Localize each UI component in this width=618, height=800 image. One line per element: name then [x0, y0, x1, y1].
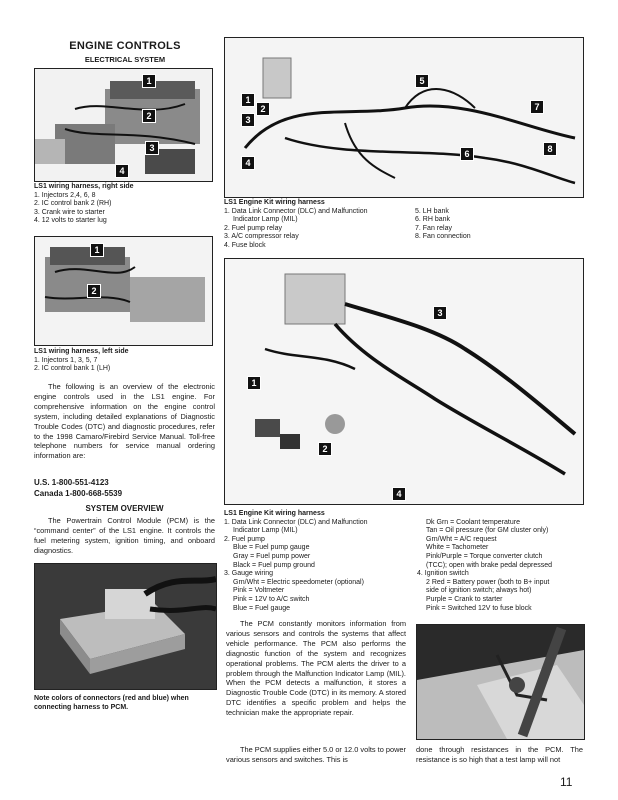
caption-item: 7. Fan relay [415, 224, 452, 232]
caption-item: 2 Red = Battery power (both to B+ input [426, 578, 550, 586]
caption-title: LS1 wiring harness, left side [34, 348, 129, 355]
callout-badge: 1 [90, 243, 104, 257]
vehicle-interior-photo [416, 624, 585, 740]
callout-badge: 2 [318, 442, 332, 456]
caption-title: LS1 Engine Kit wiring harness [224, 199, 325, 206]
caption-item: (TCC); open with brake pedal depressed [426, 561, 553, 569]
callout-badge: 4 [241, 156, 255, 170]
caption-item: 2. Fuel pump relay [224, 224, 282, 232]
callout-badge: 4 [115, 164, 129, 178]
caption-item: Purple = Crank to starter [426, 595, 503, 603]
callout-badge: 5 [415, 74, 429, 88]
caption-item: 1. Data Link Connector (DLC) and Malfunction [224, 207, 368, 215]
pcm-caption [34, 695, 209, 712]
caption-title: LS1 Engine Kit wiring harness [224, 510, 325, 517]
caption-item: 4. Ignition switch [417, 570, 469, 578]
callout-badge: 2 [87, 284, 101, 298]
supply-paragraph: The PCM supplies either 5.0 or 12.0 volts to power various sensors and switches. This is [226, 745, 406, 764]
caption-item: 5. LH bank [415, 207, 449, 215]
caption-item: Blue = Fuel gauge [233, 604, 291, 612]
caption-item: 2. IC control bank 1 (LH) [34, 365, 111, 373]
callout-badge: 7 [530, 100, 544, 114]
right-side-caption [34, 183, 214, 226]
caption-item: 3. Crank wire to starter [34, 208, 105, 216]
caption-item: Grn/Wht = A/C request [426, 535, 497, 543]
phone-us: U.S. 1-800-551-4123 [34, 478, 109, 487]
pcm-caption-text: Note colors of connectors (red and blue) when connecting harness to PCM. [34, 695, 189, 711]
caption-item: Pink/Purple = Torque converter clutch [426, 552, 543, 560]
callout-badge: 1 [247, 376, 261, 390]
caption-item: Pink = Switched 12V to fuse block [426, 604, 532, 612]
callout-badge: 3 [145, 141, 159, 155]
overview-heading: SYSTEM OVERVIEW [85, 504, 164, 513]
kit-harness-top-photo [224, 37, 584, 198]
page-title: ENGINE CONTROLS [69, 40, 181, 52]
phone-canada: Canada 1-800-668-5539 [34, 489, 123, 498]
caption-item: Indicator Lamp (MIL) [233, 527, 298, 535]
caption-item: Pink = Voltmeter [233, 587, 285, 595]
caption-item: Pink = 12V to A/C switch [233, 595, 310, 603]
kit-harness-big-photo [224, 258, 584, 505]
engine-left-side-photo [34, 236, 213, 346]
callout-badge: 3 [433, 306, 447, 320]
page-subtitle: ELECTRICAL SYSTEM [84, 55, 166, 64]
caption-item: White = Tachometer [426, 544, 489, 552]
caption-item: 8. Fan connection [415, 233, 471, 241]
callout-badge: 8 [543, 142, 557, 156]
callout-badge: 3 [241, 113, 255, 127]
caption-item: Grn/Wht = Electric speedometer (optional) [233, 578, 364, 586]
caption-item: 4. Fuse block [224, 241, 266, 249]
caption-item: 2. IC control bank 2 (RH) [34, 200, 112, 208]
caption-item: 3. Gauge wiring [224, 570, 274, 578]
callout-badge: 1 [142, 74, 156, 88]
caption-item: Indicator Lamp (MIL) [233, 216, 298, 224]
caption-item: 1. Data Link Connector (DLC) and Malfunction [224, 518, 368, 526]
intro-paragraph: The following is an overview of the electronic engine controls used in the LS1 engine. For comprehensive information on the engine control system, including detailed explanations of Diagnostic Trouble Codes (DTC) and diagnostic procedures, refer to the 1998 Camaro/Firebird Service Manual. Toll-free telephone numbers for service manual ordering information are: [34, 382, 215, 461]
caption-item: 1. Injectors 1, 3, 5, 7 [34, 356, 98, 364]
caption-item: side of ignition switch; always hot) [426, 587, 532, 595]
overview-paragraph: The Powertrain Control Module (PCM) is the “command center” of the LS1 engine. It controls the fuel metering system, ignition timing, and onboard diagnostics. [34, 516, 215, 555]
pcm-photo [34, 563, 217, 690]
kit-big-caption [224, 510, 586, 619]
caption-item: 6. RH bank [415, 216, 451, 224]
callout-badge: 6 [460, 147, 474, 161]
caption-item: Dk Grn = Coolant temperature [426, 518, 520, 526]
caption-item: Black = Fuel pump ground [233, 561, 315, 569]
callout-badge: 2 [256, 102, 270, 116]
right-bottom-paragraph: done through resistances in the PCM. The resistance is so high that a test lamp will not [416, 745, 583, 764]
engine-right-side-photo [34, 68, 213, 182]
pcm-paragraph: The PCM constantly monitors information from various sensors and controls the systems that affect vehicle performance. The PCM also performs the diagnostic function of the system and recognizes operational problems. The PCM alerts the driver to a problem through the Malfunction Indicator Lamp (MIL). When the PCM detects a malfunction, it stores a Diagnostic Trouble Code (DTC) in its memory. A stored DTC identifies a specific problem and helps the technician make the appropriate repair. [226, 619, 406, 718]
callout-badge: 1 [241, 93, 255, 107]
callout-badge: 4 [392, 487, 406, 501]
page-number: 11 [560, 775, 573, 789]
caption-item: Gray = Fuel pump power [233, 552, 311, 560]
caption-item: Blue = Fuel pump gauge [233, 544, 310, 552]
caption-item: 2. Fuel pump [224, 535, 265, 543]
caption-item: Tan = Oil pressure (for GM cluster only) [426, 527, 549, 535]
kit-top-caption [224, 199, 584, 252]
left-side-caption [34, 348, 214, 374]
callout-badge: 2 [142, 109, 156, 123]
caption-title: LS1 wiring harness, right side [34, 183, 134, 190]
caption-item: 4. 12 volts to starter lug [34, 217, 107, 225]
caption-item: 3. A/C compressor relay [224, 233, 299, 241]
caption-item: 1. Injectors 2,4, 6, 8 [34, 191, 96, 199]
